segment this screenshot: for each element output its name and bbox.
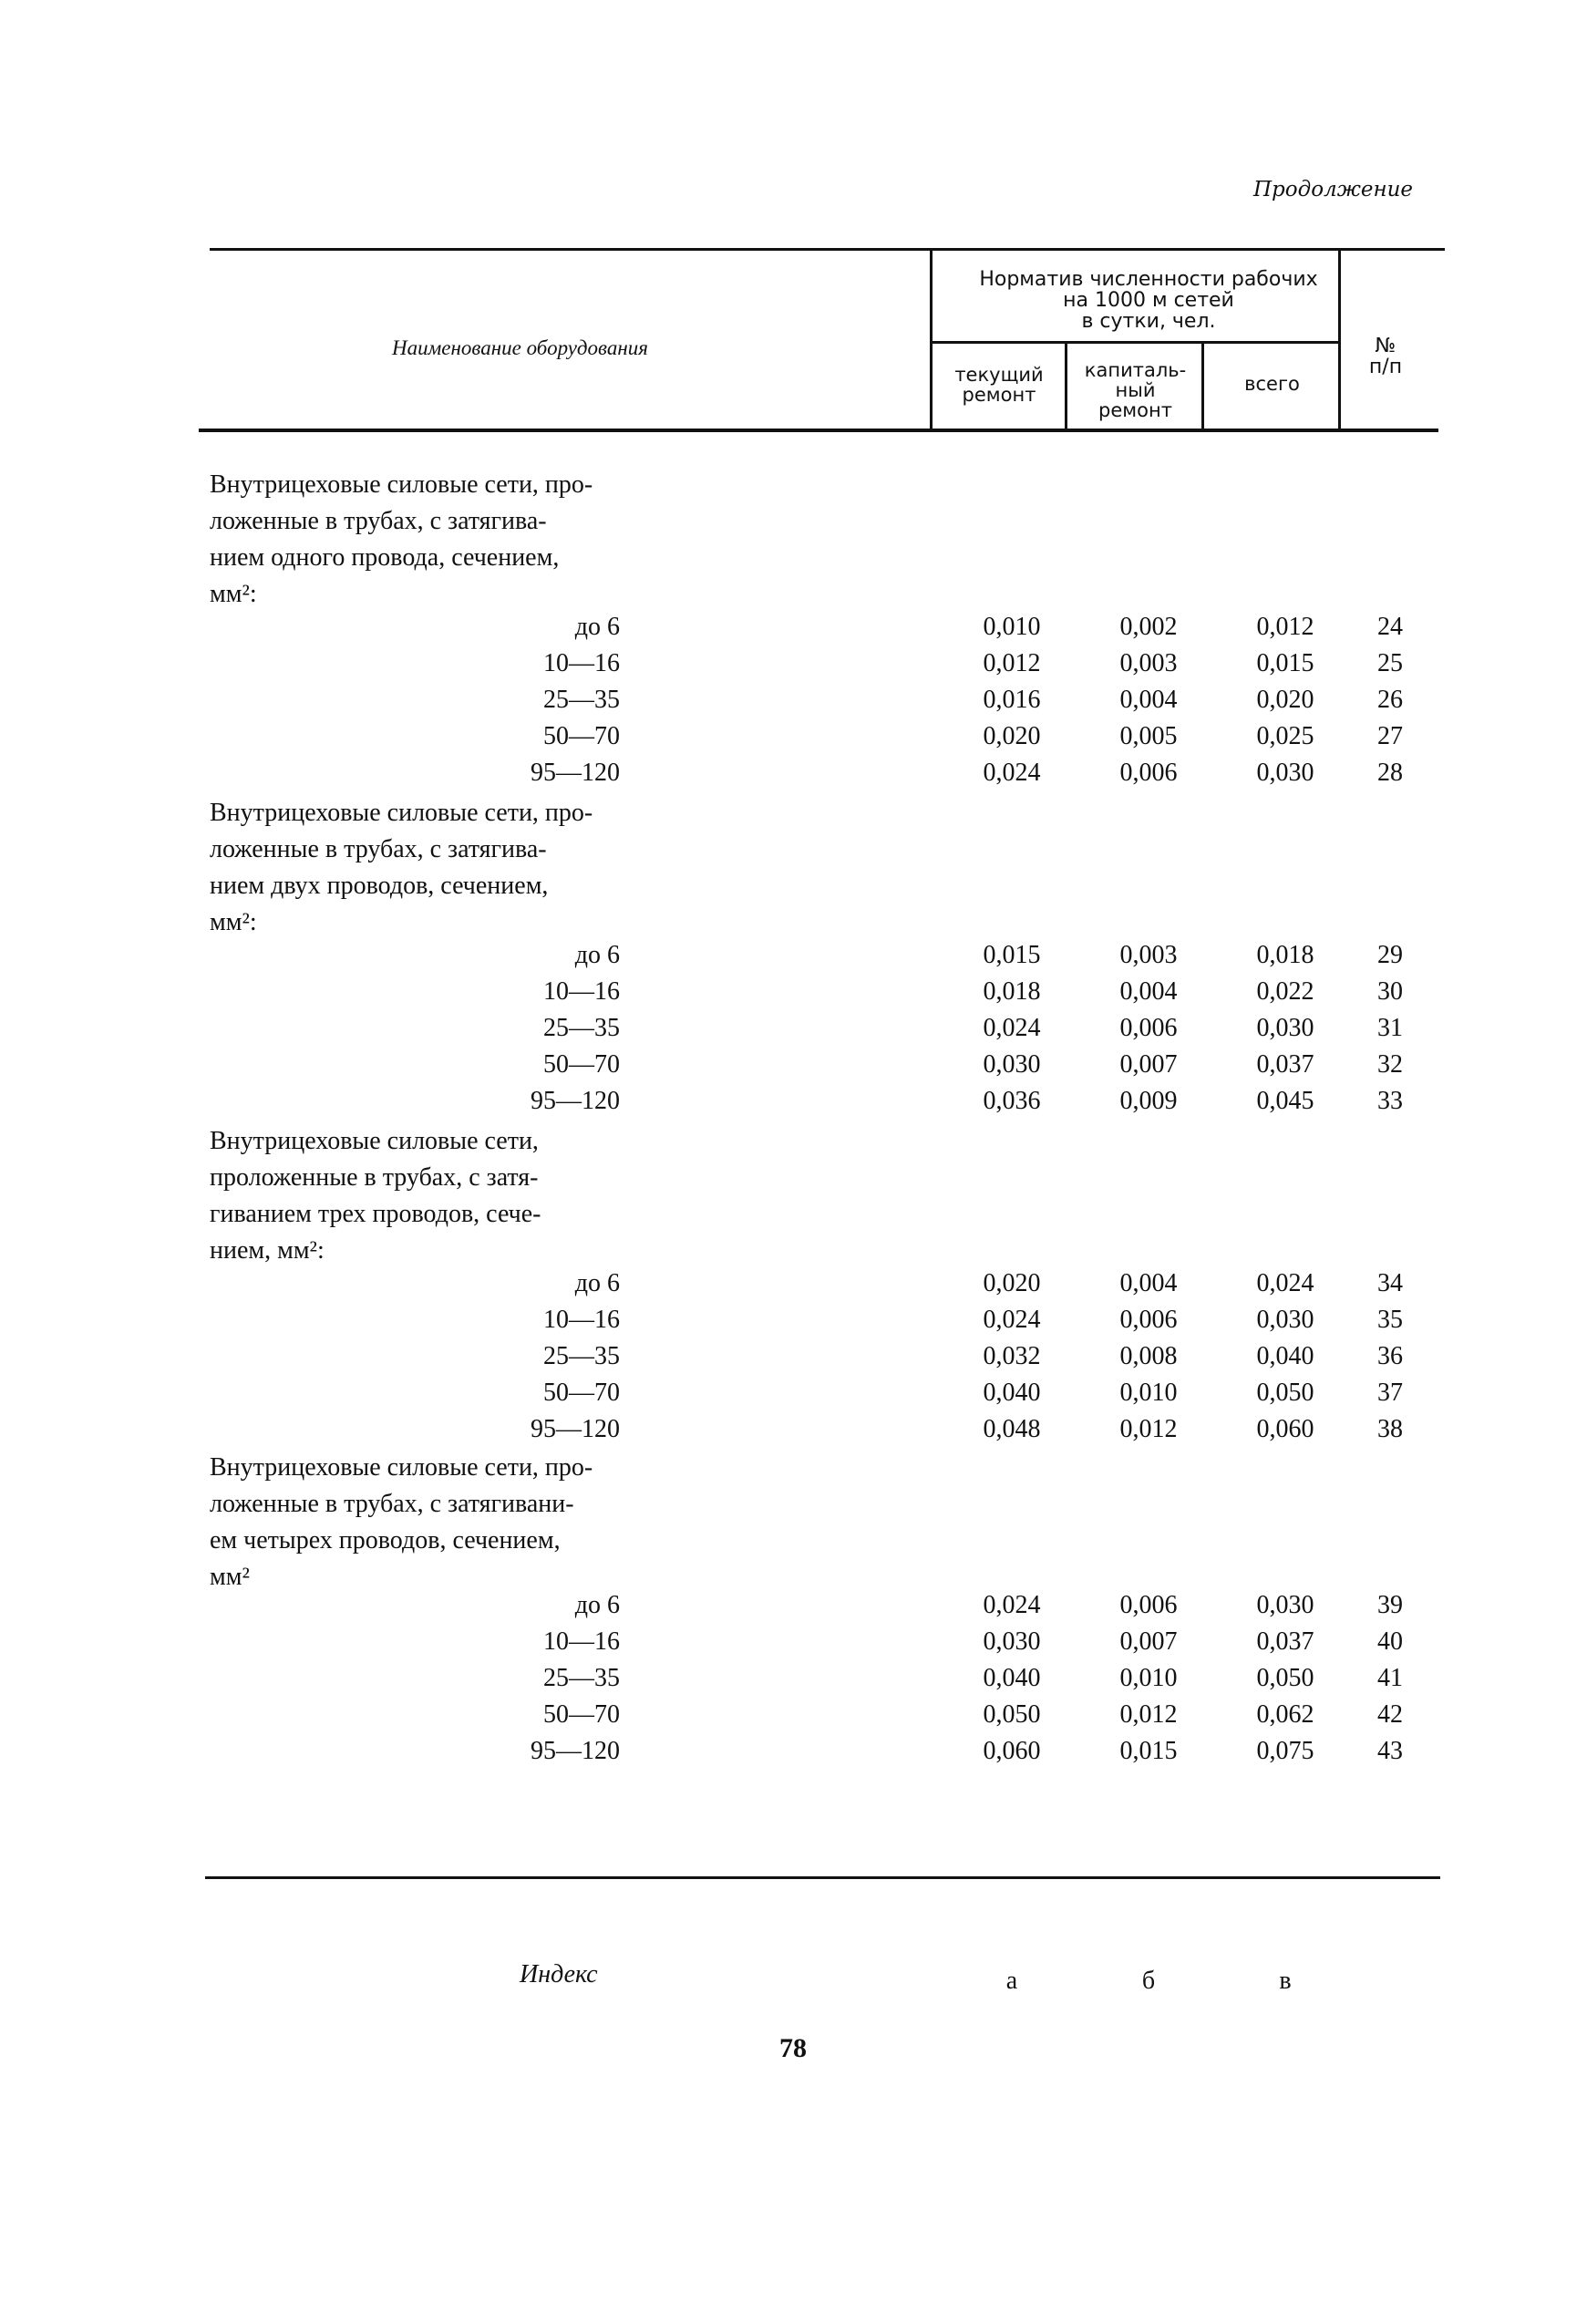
norm-header-line: на 1000 м сетей (1063, 289, 1234, 313)
norm-subheader-rule (932, 341, 1340, 344)
group-title-line: проложенные в трубах, с затя- (210, 1163, 539, 1192)
row-number: 43 (1377, 1737, 1403, 1765)
row-number: 31 (1377, 1014, 1403, 1042)
table-row (0, 649, 1587, 686)
total-value: 0,018 (1256, 941, 1314, 969)
current-repair-value: 0,020 (983, 722, 1041, 750)
col-divider-1 (930, 251, 933, 430)
section-label: 50—70 (543, 1050, 620, 1079)
row-number: 26 (1377, 686, 1403, 714)
total-value: 0,015 (1256, 649, 1314, 677)
continuation-label: Продолжение (1253, 178, 1414, 201)
capital-repair-value: 0,002 (1119, 613, 1178, 641)
capital-repair-header (1069, 360, 1201, 420)
section-label: до 6 (574, 1591, 620, 1619)
group-title-line: ем четырех проводов, сечением, (210, 1526, 561, 1554)
group-title-line: нием, мм²: (210, 1236, 325, 1265)
capital-repair-value: 0,006 (1119, 1306, 1178, 1334)
index-label: Индекс (520, 1960, 598, 1988)
group-title-line: Внутрицеховые силовые сети, про- (210, 1453, 593, 1482)
table-row (0, 686, 1587, 722)
table-row (0, 1269, 1587, 1306)
row-number: 37 (1377, 1379, 1403, 1407)
section-label: до 6 (574, 1269, 620, 1297)
total-value: 0,030 (1256, 759, 1314, 787)
section-label: 10—16 (543, 977, 620, 1006)
row-number: 25 (1377, 649, 1403, 677)
index-a: а (1005, 1967, 1018, 1995)
table-row (0, 1306, 1587, 1342)
section-label: 95—120 (531, 1087, 620, 1115)
group-title (210, 1450, 593, 1596)
capital-repair-line: ремонт (1098, 399, 1172, 422)
capital-repair-value: 0,012 (1119, 1415, 1178, 1443)
capital-repair-value: 0,006 (1119, 759, 1178, 787)
table-row (0, 941, 1587, 977)
group-title-line: нием одного провода, сечением, (210, 543, 560, 572)
current-repair-value: 0,050 (983, 1700, 1041, 1729)
table-row (0, 1627, 1587, 1664)
group-title-line: мм²: (210, 908, 257, 936)
group-title-line: мм²: (210, 580, 257, 608)
current-repair-value: 0,010 (983, 613, 1041, 641)
total-value: 0,037 (1256, 1050, 1314, 1079)
row-number: 30 (1377, 977, 1403, 1006)
row-number: 32 (1377, 1050, 1403, 1079)
group-title-line: Внутрицеховые силовые сети, про- (210, 799, 593, 827)
table-row (0, 977, 1587, 1014)
total-value: 0,030 (1256, 1014, 1314, 1042)
total-value: 0,012 (1256, 613, 1314, 641)
total-value: 0,030 (1256, 1306, 1314, 1334)
capital-repair-value: 0,007 (1119, 1627, 1178, 1656)
row-number: 35 (1377, 1306, 1403, 1334)
section-label: 95—120 (531, 759, 620, 787)
group-title-line: нием двух проводов, сечением, (210, 872, 549, 900)
table-top-rule (210, 248, 1445, 251)
norm-header-line: в сутки, чел. (1081, 310, 1216, 334)
current-repair-value: 0,030 (983, 1627, 1041, 1656)
current-repair-value: 0,036 (983, 1087, 1041, 1115)
total-header: всего (1244, 373, 1300, 395)
total-value: 0,060 (1256, 1415, 1314, 1443)
section-label: 50—70 (543, 722, 620, 750)
row-number-header (1358, 336, 1413, 377)
group-title (210, 467, 593, 613)
current-repair-value: 0,018 (983, 977, 1041, 1006)
current-repair-value: 0,032 (983, 1342, 1041, 1370)
table-row (0, 1342, 1587, 1379)
row-number: 36 (1377, 1342, 1403, 1370)
section-label: 10—16 (543, 649, 620, 677)
capital-repair-value: 0,009 (1119, 1087, 1178, 1115)
section-label: 10—16 (543, 1627, 620, 1656)
section-label: 50—70 (543, 1379, 620, 1407)
norm-header (948, 269, 1349, 332)
capital-repair-value: 0,007 (1119, 1050, 1178, 1079)
current-repair-value: 0,015 (983, 941, 1041, 969)
group-title-line: ложенные в трубах, с затягива- (210, 835, 547, 863)
row-number: 34 (1377, 1269, 1403, 1297)
row-number: 38 (1377, 1415, 1403, 1443)
page-number: 78 (779, 2033, 807, 2063)
row-number: 24 (1377, 613, 1403, 641)
group-title-line: ложенные в трубах, с затягива- (210, 507, 547, 535)
capital-repair-line: капиталь- (1084, 359, 1187, 381)
capital-repair-line: ный (1115, 379, 1156, 402)
group-title-line: Внутрицеховые силовые сети, (210, 1127, 539, 1155)
current-repair-value: 0,020 (983, 1269, 1041, 1297)
total-value: 0,030 (1256, 1591, 1314, 1619)
table-row (0, 1591, 1587, 1627)
table-row (0, 1379, 1587, 1415)
section-label: 95—120 (531, 1415, 620, 1443)
capital-repair-value: 0,003 (1119, 649, 1178, 677)
capital-repair-value: 0,004 (1119, 1269, 1178, 1297)
capital-repair-value: 0,006 (1119, 1014, 1178, 1042)
section-label: до 6 (574, 613, 620, 641)
total-value: 0,045 (1256, 1087, 1314, 1115)
table-row (0, 1700, 1587, 1737)
section-label: 25—35 (543, 1664, 620, 1692)
capital-repair-value: 0,015 (1119, 1737, 1178, 1765)
table-row (0, 1664, 1587, 1700)
capital-repair-value: 0,003 (1119, 941, 1178, 969)
index-v: в (1279, 1967, 1292, 1995)
index-b: б (1141, 1967, 1156, 1995)
section-label: до 6 (574, 941, 620, 969)
col-divider-3 (1201, 342, 1204, 430)
group-title-line: мм² (210, 1563, 250, 1591)
current-repair-value: 0,024 (983, 1014, 1041, 1042)
current-repair-line: ремонт (962, 384, 1036, 407)
group-title-line: Внутрицеховые силовые сети, про- (210, 470, 593, 499)
capital-repair-value: 0,006 (1119, 1591, 1178, 1619)
section-label: 25—35 (543, 686, 620, 714)
current-repair-value: 0,024 (983, 1306, 1041, 1334)
row-number: 33 (1377, 1087, 1403, 1115)
total-value: 0,075 (1256, 1737, 1314, 1765)
total-value: 0,037 (1256, 1627, 1314, 1656)
row-number: 28 (1377, 759, 1403, 787)
row-number: 40 (1377, 1627, 1403, 1656)
table-row (0, 1014, 1587, 1050)
capital-repair-value: 0,008 (1119, 1342, 1178, 1370)
row-number: 27 (1377, 722, 1403, 750)
table-bottom-rule (205, 1876, 1440, 1879)
total-value: 0,050 (1256, 1664, 1314, 1692)
total-value: 0,050 (1256, 1379, 1314, 1407)
capital-repair-value: 0,010 (1119, 1379, 1178, 1407)
group-title-line: гиванием трех проводов, сече- (210, 1200, 541, 1228)
current-repair-value: 0,024 (983, 1591, 1041, 1619)
capital-repair-value: 0,005 (1119, 722, 1178, 750)
section-label: 25—35 (543, 1014, 620, 1042)
current-repair-value: 0,030 (983, 1050, 1041, 1079)
capital-repair-value: 0,010 (1119, 1664, 1178, 1692)
group-title-line: ложенные в трубах, с затягивани- (210, 1490, 574, 1518)
group-title (210, 795, 593, 941)
table-row (0, 1737, 1587, 1773)
equipment-name-header: Наименование оборудования (392, 336, 648, 359)
total-value: 0,022 (1256, 977, 1314, 1006)
total-value: 0,062 (1256, 1700, 1314, 1729)
row-number: 42 (1377, 1700, 1403, 1729)
header-bottom-rule (199, 429, 1438, 432)
table-row (0, 759, 1587, 795)
capital-repair-value: 0,004 (1119, 977, 1178, 1006)
row-number-header-line: № (1375, 335, 1396, 357)
total-value: 0,025 (1256, 722, 1314, 750)
table-row (0, 1087, 1587, 1123)
current-repair-line: текущий (954, 364, 1044, 386)
current-repair-value: 0,040 (983, 1379, 1041, 1407)
col-divider-2 (1065, 342, 1067, 430)
table-row (0, 613, 1587, 649)
capital-repair-value: 0,004 (1119, 686, 1178, 714)
section-label: 50—70 (543, 1700, 620, 1729)
total-value: 0,040 (1256, 1342, 1314, 1370)
norm-header-line: Норматив численности рабочих (979, 268, 1318, 291)
section-label: 10—16 (543, 1306, 620, 1334)
table-row (0, 1050, 1587, 1087)
row-number-header-line: п/п (1368, 356, 1403, 379)
current-repair-value: 0,048 (983, 1415, 1041, 1443)
total-value: 0,024 (1256, 1269, 1314, 1297)
total-value: 0,020 (1256, 686, 1314, 714)
table-row (0, 722, 1587, 759)
table-row (0, 1415, 1587, 1451)
row-number: 29 (1377, 941, 1403, 969)
current-repair-value: 0,060 (983, 1737, 1041, 1765)
current-repair-value: 0,012 (983, 649, 1041, 677)
capital-repair-value: 0,012 (1119, 1700, 1178, 1729)
current-repair-value: 0,016 (983, 686, 1041, 714)
row-number: 39 (1377, 1591, 1403, 1619)
row-number: 41 (1377, 1664, 1403, 1692)
current-repair-value: 0,040 (983, 1664, 1041, 1692)
section-label: 25—35 (543, 1342, 620, 1370)
current-repair-header (934, 365, 1064, 405)
group-title (210, 1123, 541, 1269)
current-repair-value: 0,024 (983, 759, 1041, 787)
section-label: 95—120 (531, 1737, 620, 1765)
